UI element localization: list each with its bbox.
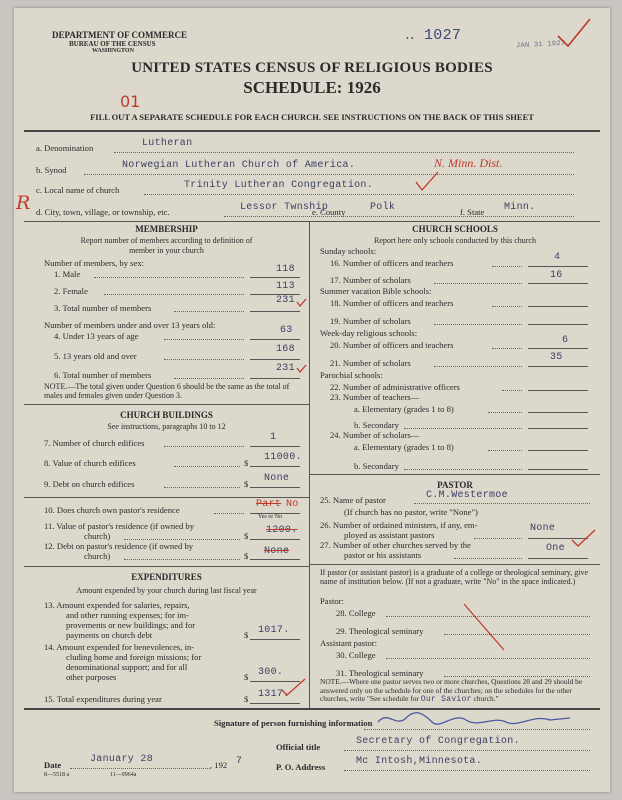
instruction-line: FILL OUT A SEPARATE SCHEDULE FOR EACH CHURCH. SEE INSTRUCTIONS ON THE BACK OF THIS SHEET [90, 112, 534, 122]
denomination-value: Lutheran [142, 138, 193, 149]
q14-line3: denominational support; and for all [66, 662, 188, 672]
q9-debt-label: 9. Debt on church edifices [44, 479, 135, 489]
form-title: UNITED STATES CENSUS OF RELIGIOUS BODIES [131, 60, 493, 76]
q19-label: 19. Number of scholars [330, 316, 411, 326]
graduate-note: If pastor (or assistant pastor) is a graduate of a college or theological seminary, give name of institution below. (If not a graduate, write "No" in the space indicated.) [320, 568, 589, 586]
q13-line2: and other running expenses; for im- [66, 610, 189, 620]
pastor-label: Pastor: [320, 596, 344, 606]
q16-value: 4 [554, 252, 561, 263]
q12-label-a: 12. Debt on pastor's residence (if owned by [44, 541, 194, 551]
q8-value-value: 11000. [264, 452, 302, 463]
county-label: e. County [312, 207, 346, 217]
pastor-note-typed-church: Our Savior [420, 695, 472, 705]
q2-female-value: 113 [276, 281, 295, 292]
q1-male-value: 118 [276, 264, 295, 275]
pastor-note-text: NOTE.—Where one pastor serves two or more churches, Questions 28 and 29 should be answered only on the schedule for one of the churches; on the schedules for the other churches, write "See schedule for [320, 677, 583, 704]
official-title-label: Official title [276, 742, 321, 752]
q26-label-a: 26. Number of ordained ministers, if any, em- [320, 520, 478, 530]
pastor-note [320, 678, 596, 705]
state-value: Minn. [504, 202, 536, 213]
q30-label: 30. College [336, 650, 376, 660]
membership-heading: MEMBERSHIP [135, 224, 198, 234]
schools-heading: CHURCH SCHOOLS [412, 224, 498, 234]
q6-total-value: 231 [276, 363, 295, 374]
q23a-label: a. Elementary (grades 1 to 8) [354, 404, 454, 414]
q17-label: 17. Number of scholars [330, 275, 411, 285]
census-form-sheet [14, 8, 610, 792]
q10-residence-value: No [286, 499, 299, 510]
q11-residence-value: 1200. [266, 525, 298, 536]
signature-label: Signature of person furnishing information [214, 718, 373, 728]
q11-label-b: church) [84, 531, 111, 541]
county-value: Polk [370, 202, 396, 213]
q25-label: 25. Name of pastor [320, 495, 386, 505]
membership-sub2: member in your church [129, 246, 204, 255]
serial-marks: • • [406, 34, 414, 43]
pastor-note-end: church." [473, 694, 499, 704]
q15-total-label: 15. Total expenditures during year [44, 694, 162, 704]
membership-sub1: Report number of members according to definition of [80, 236, 253, 245]
q3-total-label: 3. Total number of members [54, 303, 152, 313]
q5-over13-label: 5. 13 years old and over [54, 351, 137, 361]
q29-label: 29. Theological seminary [336, 626, 424, 636]
q2-female-label: 2. Female [54, 286, 88, 296]
city-town-value: Lessor Twnship [240, 202, 329, 213]
q14-line1: 14. Amount expended for benevolences, in- [44, 642, 195, 652]
q3-total-value: 231 [276, 295, 295, 306]
denomination-label: a. Denomination [36, 143, 94, 153]
q13-line3: provements or new buildings; and for [66, 620, 196, 630]
q13-line1: 13. Amount expended for salaries, repairs, [44, 600, 190, 610]
q24a-label: a. Elementary (grades 1 to 8) [354, 442, 454, 452]
date-label: Date [44, 760, 62, 770]
q26-value: None [530, 523, 556, 534]
print-code: 8—5518 a [44, 772, 70, 778]
handwritten-code: 01 [120, 92, 141, 111]
q7-edifices-value: 1 [270, 432, 277, 443]
by-age-label: Number of members under and over 13 years old: [44, 320, 216, 330]
schools-sub: Report here only schools conducted by this church [374, 236, 536, 245]
q15-value: 1317. [258, 689, 290, 700]
buildings-sub: See instructions, paragraphs 10 to 12 [107, 422, 226, 431]
q8-dollar: $ [244, 458, 249, 468]
red-check-q3 [296, 298, 308, 308]
q24-label: 24. Number of scholars— [330, 430, 420, 440]
po-address-value: Mc Intosh,Minnesota. [356, 756, 483, 767]
q22-label: 22. Number of administrative officers [330, 382, 460, 392]
q6-total-label: 6. Total number of members [54, 370, 152, 380]
q27-value: One [546, 543, 565, 554]
q14-value: 300. [258, 667, 284, 678]
q7-edifices-label: 7. Number of church edifices [44, 438, 145, 448]
q1-male-label: 1. Male [54, 269, 81, 279]
q25-pastor-name: C.M.Westermoe [426, 490, 508, 501]
q25-note: (If church has no pastor, write "None") [344, 507, 478, 517]
q26-label-b: ployed as assistant pastors [344, 530, 435, 540]
q14-dollar: $ [244, 672, 249, 682]
q11-label-a: 11. Value of pastor's residence (if owned by [44, 521, 194, 531]
received-stamp: JAN 31 1927 [515, 39, 566, 51]
print-code-2: 11—9964a [110, 772, 137, 778]
q12-dollar: $ [244, 551, 249, 561]
dept-label: DEPARTMENT OF COMMERCE [52, 30, 188, 40]
city-label: WASHINGTON [92, 48, 134, 54]
q12-label-b: church) [84, 551, 111, 561]
q27-label-a: 27. Number of other churches served by the [320, 540, 471, 550]
q21-value: 35 [550, 352, 563, 363]
q21-label: 21. Number of scholars [330, 358, 411, 368]
q23b-label: b. Secondary [354, 420, 399, 430]
q10-residence-label: 10. Does church own pastor's residence [44, 505, 180, 515]
local-church-label: c. Local name of church [36, 185, 120, 195]
handwritten-signature [374, 708, 574, 730]
state-label: f. State [460, 207, 485, 217]
city-town-label: d. City, town, village, or township, etc. [36, 207, 170, 217]
bureau-label: BUREAU OF THE CENSUS [69, 40, 156, 48]
official-title-value: Secretary of Congregation. [356, 736, 520, 747]
q31-label: 31. Theological seminary [336, 668, 424, 678]
red-check-q27 [570, 528, 598, 550]
q28-label: 28. College [336, 608, 376, 618]
q20-label: 20. Number of officers and teachers [330, 340, 454, 350]
q5-over13-value: 168 [276, 344, 295, 355]
local-church-value: Trinity Lutheran Congregation. [184, 180, 374, 191]
po-address-label: P. O. Address [276, 762, 326, 772]
red-slash-mark [462, 602, 508, 654]
schedule-title: SCHEDULE: 1926 [243, 78, 381, 97]
q4-under13-label: 4. Under 13 years of age [54, 331, 139, 341]
weekday-schools-label: Week-day religious schools: [320, 328, 418, 338]
q9-debt-value: None [264, 473, 290, 484]
membership-note: NOTE.—The total given under Question 6 should be the same as the total of males and females given under Question 3. [44, 382, 290, 400]
q13-line4: payments on church debt [66, 630, 153, 640]
handwritten-r-mark: R [16, 192, 31, 214]
yes-or-no-hint: Yes or No [258, 514, 283, 520]
q4-under13-value: 63 [280, 325, 293, 336]
by-sex-label: Number of members, by sex: [44, 258, 144, 268]
q23-label: 23. Number of teachers— [330, 392, 420, 402]
q18-label: 18. Number of officers and teachers [330, 298, 454, 308]
q14-line4: other purposes [66, 672, 117, 682]
q27-label-b: pastor or his assistants [344, 550, 422, 560]
q15-dollar: $ [244, 694, 249, 704]
q17-value: 16 [550, 270, 563, 281]
q10-struck-value: Part [256, 499, 282, 510]
buildings-heading: CHURCH BUILDINGS [120, 410, 213, 420]
red-check-mark [554, 16, 594, 50]
q16-label: 16. Number of officers and teachers [330, 258, 454, 268]
serial-number: 1027 [424, 27, 462, 44]
sunday-schools-label: Sunday schools: [320, 246, 377, 256]
red-check-q15 [280, 676, 308, 698]
expenditures-heading: EXPENDITURES [131, 572, 202, 582]
pastor-heading: PASTOR [437, 480, 473, 490]
q9-dollar: $ [244, 479, 249, 489]
date-year-prefix: , 192 [210, 760, 228, 770]
q13-value: 1017. [258, 625, 290, 636]
q12-debt-value: None [264, 546, 290, 557]
synod-label: b. Synod [36, 165, 67, 175]
q24b-label: b. Secondary [354, 461, 399, 471]
q20-value: 6 [562, 335, 569, 346]
q14-line2: cluding home and foreign missions; for [66, 652, 202, 662]
column-divider [309, 221, 310, 708]
synod-handwritten-district: N. Minn. Dist. [434, 156, 503, 170]
parochial-schools-label: Parochial schools: [320, 370, 383, 380]
date-year-digit: 7 [236, 756, 243, 767]
expenditures-sub: Amount expended by your church during last fiscal year [76, 586, 257, 595]
summer-schools-label: Summer vacation Bible schools: [320, 286, 432, 296]
top-rule [24, 130, 600, 132]
q11-dollar: $ [244, 531, 249, 541]
synod-value: Norwegian Lutheran Church of America. [122, 160, 356, 171]
red-check-q6 [296, 364, 308, 374]
red-check-church [412, 170, 442, 194]
q13-dollar: $ [244, 630, 249, 640]
date-value: January 28 [90, 754, 154, 765]
q8-value-label: 8. Value of church edifices [44, 458, 136, 468]
assistant-pastor-label: Assistant pastor: [320, 638, 378, 648]
